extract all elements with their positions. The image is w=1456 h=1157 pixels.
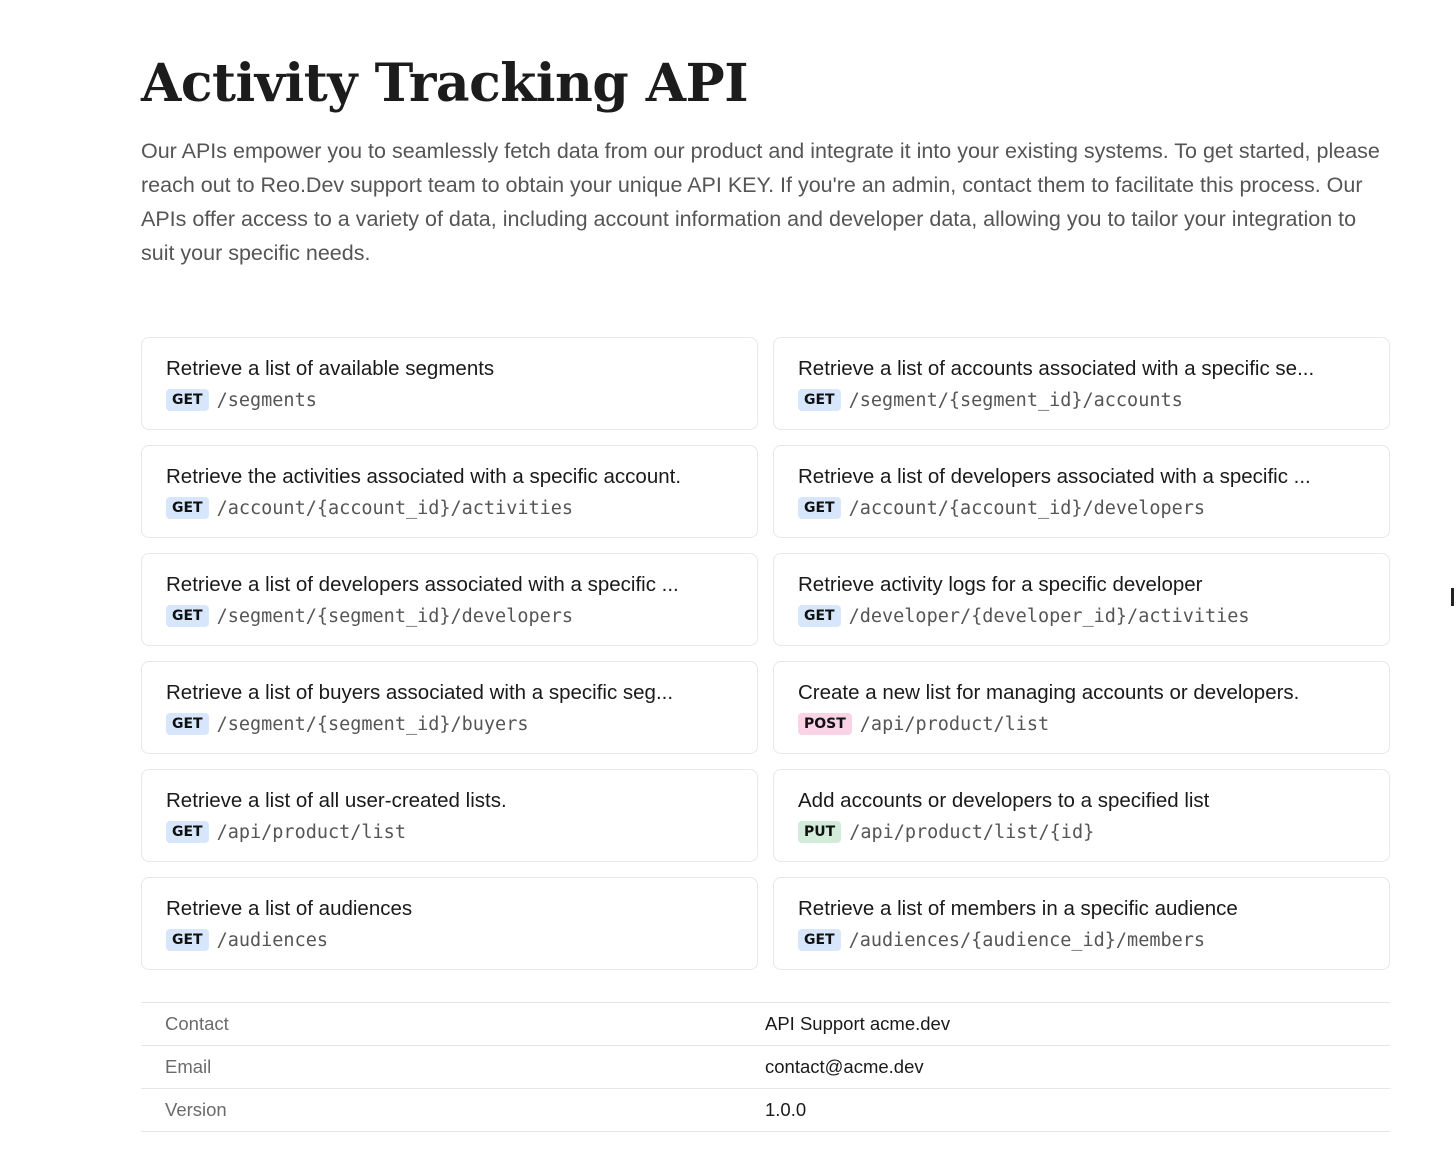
endpoint-line [166,711,733,737]
endpoint-card[interactable] [773,877,1390,970]
page-title: Activity Tracking API [141,53,749,114]
endpoint-title: Create a new list for managing accounts or developers. [798,681,1300,704]
info-value[interactable]: contact@acme.dev [765,1056,924,1077]
endpoint-path: /audiences [216,929,328,951]
info-row-email [141,1045,1390,1088]
endpoint-card[interactable] [773,769,1390,862]
endpoint-line [166,387,733,413]
endpoint-title: Add accounts or developers to a specified list [798,789,1210,812]
endpoint-path: /audiences/{audience_id}/members [848,929,1206,951]
api-info-table [141,1002,1390,1132]
endpoint-line [798,603,1365,629]
method-badge: GET [166,389,209,411]
endpoint-path: /segment/{segment_id}/accounts [848,389,1183,411]
endpoint-line [166,819,733,845]
endpoint-title: Retrieve a list of buyers associated with a specific seg... [166,681,674,704]
endpoint-path: /api/product/list [216,821,406,843]
endpoint-title: Retrieve a list of audiences [166,897,413,920]
info-key: Email [165,1056,212,1077]
endpoint-title: Retrieve a list of members in a specific audience [798,897,1238,920]
endpoint-title: Retrieve a list of developers associated with a specific ... [166,573,679,596]
endpoint-path: /api/product/list [859,713,1050,735]
intro-paragraph: Our APIs empower you to seamlessly fetch data from our product and integrate it into your existing systems. To get started, please reach out to Reo.Dev support team to obtain your unique API KEY. If you're an admin, contact them to facilitate this process. Our APIs offer access to a variety of data, including account information and developer data, allowing you to tailor your integration to suit your specific needs. [141,139,1380,265]
endpoint-line [798,495,1365,521]
info-value[interactable]: API Support acme.dev [765,1013,951,1034]
endpoint-title: Retrieve a list of all user-created lists. [166,789,507,812]
endpoint-card[interactable] [773,553,1390,646]
endpoint-card[interactable] [141,769,758,862]
endpoint-title: Retrieve a list of developers associated with a specific ... [798,465,1311,488]
method-badge: PUT [798,821,841,843]
info-value: 1.0.0 [765,1099,807,1120]
endpoint-path: /account/{account_id}/developers [848,497,1206,519]
endpoint-card[interactable] [141,553,758,646]
method-badge: GET [166,605,209,627]
endpoint-card[interactable] [141,877,758,970]
method-badge: GET [166,821,209,843]
endpoint-title: Retrieve a list of accounts associated with a specific se... [798,357,1315,380]
text-cursor-icon [1451,588,1454,606]
method-badge: GET [166,713,209,735]
method-badge: GET [798,497,841,519]
info-key: Contact [165,1013,229,1034]
info-row-contact [141,1002,1390,1045]
info-row-version [141,1088,1390,1132]
endpoint-title: Retrieve the activities associated with a specific account. [166,465,682,488]
endpoint-path: /segment/{segment_id}/developers [216,605,574,627]
endpoint-path: /account/{account_id}/activities [216,497,574,519]
method-badge: GET [166,929,209,951]
endpoint-path: /developer/{developer_id}/activities [848,605,1250,627]
method-badge: GET [798,929,841,951]
endpoint-card[interactable] [773,337,1390,430]
method-badge: GET [798,389,841,411]
endpoint-line [166,603,733,629]
endpoint-line [166,495,733,521]
endpoint-line [798,819,1365,845]
endpoint-card[interactable] [141,445,758,538]
endpoint-card[interactable] [773,661,1390,754]
endpoint-card[interactable] [141,337,758,430]
endpoint-grid [141,337,1390,970]
info-key: Version [165,1099,227,1120]
endpoint-card[interactable] [773,445,1390,538]
endpoint-path: /segments [216,389,317,411]
endpoint-card[interactable] [141,661,758,754]
endpoint-line [166,927,733,953]
method-badge: POST [798,713,852,735]
endpoint-line [798,387,1365,413]
method-badge: GET [798,605,841,627]
endpoint-path: /api/product/list/{id} [849,821,1095,843]
endpoint-line [798,927,1365,953]
endpoint-line [798,711,1365,737]
endpoint-path: /segment/{segment_id}/buyers [216,713,529,735]
endpoint-title: Retrieve activity logs for a specific developer [798,573,1203,596]
method-badge: GET [166,497,209,519]
endpoint-title: Retrieve a list of available segments [166,357,495,380]
